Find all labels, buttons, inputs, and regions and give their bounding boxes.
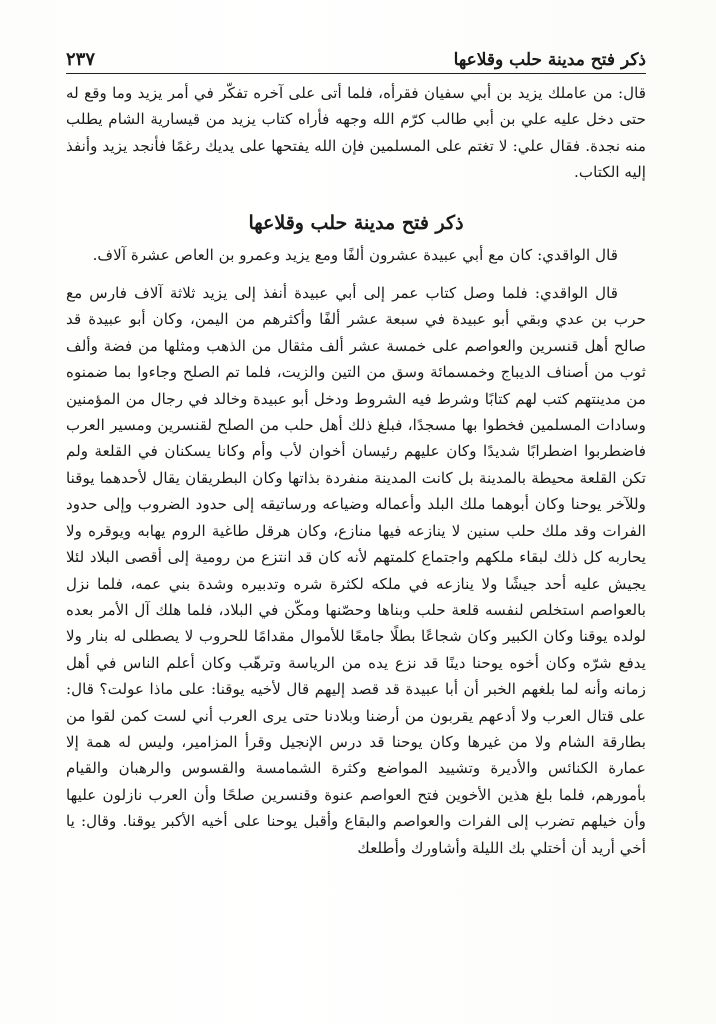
paragraph-gap	[66, 268, 646, 280]
body-text	[66, 80, 646, 861]
intro-paragraph: قال: من عاملك يزيد بن أبي سفيان فقرأه، فلما أتى على آخره تفكّر في أمر يزيد وما وقع له حتى دخل عليه علي بن أبي طالب كرّم الله وجهه فأراه كتاب يزيد من قيسارية الشام يطلب منه نجدة. فقال علي: لا تغتم على المسلمين فإن الله يفتحها على يديك رغمًا فأنجد يزيد وأنفذ إليه الكتاب.	[66, 84, 646, 182]
section-paragraph-1: قال الواقدي: كان مع أبي عبيدة عشرون ألفًا ومع يزيد وعمرو بن العاص عشرة آلاف.	[92, 245, 618, 264]
page-header	[66, 40, 646, 70]
running-head: ذكر فتح مدينة حلب وقلاعها	[453, 50, 646, 70]
section-title: ذكر فتح مدينة حلب وقلاعها	[248, 211, 464, 234]
section-paragraph-2: قال الواقدي: فلما وصل كتاب عمر إلى أبي عبيدة أنفذ إلى يزيد ثلاثة آلاف فارس مع حرب بن عدي وبقي أبو عبيدة في سبعة عشر ألفًا وأكثرهم من اليمن، وكان أبو عبيدة قد صالح أهل قنسرين والعواصم على خمسة عشر ألف مثقال من الذهب ومثلها من فضة وألف ثوب من أصناف الديباج وخمسمائة وسق من التين والزيت، فلما تم الصلح وجاءوا بما ضمنوه من مدينتهم كتب لهم كتابًا وشرط فيه الشروط ودخل أبو عبيدة وخالد في رجال من المؤمنين وسادات المسلمين فخطوا بها مسجدًا، فبلغ ذلك أهل حلب من الصلح لقنسرين ومسير العرب فاضطربوا اضطرابًا شديدًا وكان عليهم رئيسان أخوان لأب وأم وكانا يسكنان في القلعة ولم تكن القلعة محيطة بالمدينة بل كانت المدينة منفردة بذاتها وكان البطريقان يقال لأحدهما يوقنا وللآخر يوحنا وكان أبوهما ملك البلد وأعماله وضياعه ورساتيقه إلى حدود الضروب وإلى حدود الفرات وقد ملك حلب سنين لا ينازعه فيها منازع، وكان هرقل طاغية الروم يهابه ويوقره ولا يحاربه كل ذلك لبقاء ملكهم واجتماع كلمتهم لأنه كان قد انتزع من رومية إلى أقصى البلاد لئلا يجيش عليه أحد جيشًا ولا ينازعه في ملكه لكثرة شره وتدبيره وشدة بني عمه، فلما نزل بالعواصم استخلص لنفسه قلعة حلب وبناها وحصّنها ومكّن في البلاد، فلما هلك آل الأمر بعده لولده يوقنا وكان الكبير وكان شجاعًا بطلًا جامعًا للأموال مقدامًا للحروب لا يصطلى له بنار ولا يدفع شرّه وكان أخوه يوحنا دينًا قد نزع يده من الرياسة وترهّب وكان أعلم الناس في أهل زمانه وأنه لما بلغهم الخبر أن أبا عبيدة قد قصد إليهم قال لأخيه يوقنا: على ماذا عولت؟ قال: على قتال العرب ولا أدعهم يقربون من أرضنا وبلادنا حتى يرى العرب أني لست كمن لقوا من بطارقة الشام ولا من غيرها وكان يوحنا قد درس الإنجيل وقرأ المزامير، وليس له همة إلا عمارة الكنائس والأديرة وتشييد المواضع وكثرة الشمامسة والقسوس والرهبان والقيام بأمورهم، فلما بلغ هذين الأخوين فتح العواصم عنوة وقنسرين صلحًا وأن العرب نازلون عليها وأن خيلهم تضرب إلى الفرات والعواصم والبقاع وأقبل يوحنا على أخيه الأكبر يوقنا. وقال: يا أخي أريد أن أختلي بك الليلة وأشاورك وأطلعك	[66, 284, 646, 857]
header-rule	[66, 73, 646, 74]
page-number: ٢٣٧	[66, 49, 96, 70]
